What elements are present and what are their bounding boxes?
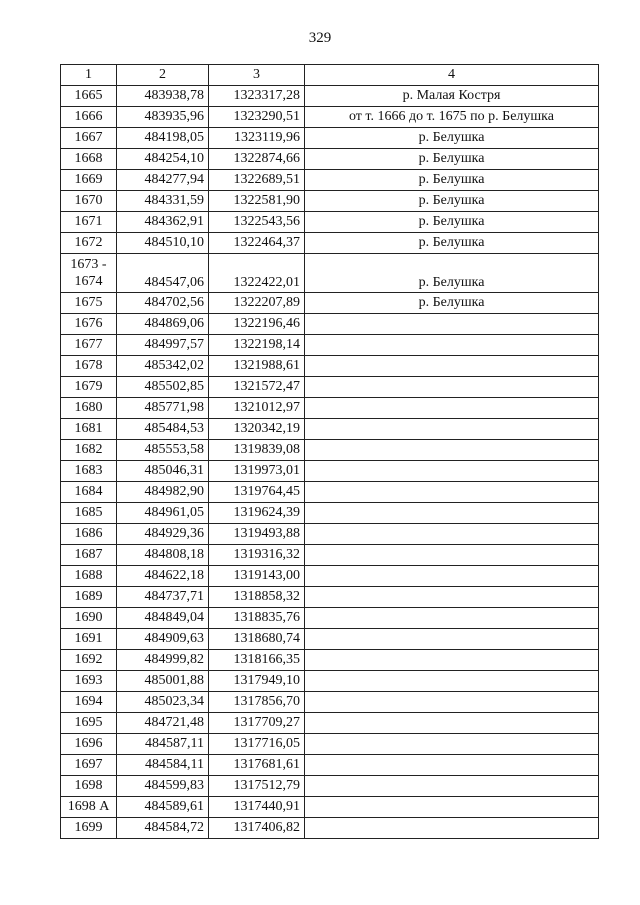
x-coordinate-cell: 484198,05: [117, 128, 209, 149]
x-coordinate-cell: 484584,72: [117, 818, 209, 839]
y-coordinate-cell: 1317440,91: [209, 797, 305, 818]
table-row: [61, 128, 599, 149]
table-row: [61, 797, 599, 818]
point-number-cell: 1689: [61, 587, 117, 608]
x-coordinate-cell: 484331,59: [117, 191, 209, 212]
table-row: [61, 254, 599, 293]
column-header-description: 4: [305, 65, 599, 86]
description-cell: [305, 503, 599, 524]
point-number-cell: 1676: [61, 314, 117, 335]
y-coordinate-cell: 1318835,76: [209, 608, 305, 629]
x-coordinate-cell: 484737,71: [117, 587, 209, 608]
table-row: [61, 314, 599, 335]
x-coordinate-cell: 484362,91: [117, 212, 209, 233]
x-coordinate-cell: 485502,85: [117, 377, 209, 398]
point-number-cell: 1690: [61, 608, 117, 629]
y-coordinate-cell: 1319764,45: [209, 482, 305, 503]
table-row: [61, 86, 599, 107]
x-coordinate-cell: 485553,58: [117, 440, 209, 461]
x-coordinate-cell: 484510,10: [117, 233, 209, 254]
description-cell: [305, 671, 599, 692]
point-number-cell: 1684: [61, 482, 117, 503]
description-cell: [305, 419, 599, 440]
point-number-cell: 1696: [61, 734, 117, 755]
description-cell: р. Белушка: [305, 233, 599, 254]
table-row: [61, 566, 599, 587]
description-cell: [305, 797, 599, 818]
x-coordinate-cell: 484254,10: [117, 149, 209, 170]
y-coordinate-cell: 1319316,32: [209, 545, 305, 566]
point-number-cell: 1667: [61, 128, 117, 149]
point-number-cell: 1669: [61, 170, 117, 191]
description-cell: р. Белушка: [305, 254, 599, 293]
point-number-cell: 1668: [61, 149, 117, 170]
description-cell: [305, 713, 599, 734]
table-row: [61, 734, 599, 755]
table-row: [61, 545, 599, 566]
description-cell: [305, 524, 599, 545]
description-cell: [305, 566, 599, 587]
point-number-cell: 1692: [61, 650, 117, 671]
y-coordinate-cell: 1321572,47: [209, 377, 305, 398]
table-row: [61, 170, 599, 191]
y-coordinate-cell: 1319143,00: [209, 566, 305, 587]
description-cell: [305, 377, 599, 398]
point-number-cell: 1671: [61, 212, 117, 233]
x-coordinate-cell: 485046,31: [117, 461, 209, 482]
x-coordinate-cell: 485484,53: [117, 419, 209, 440]
point-number-cell: 1686: [61, 524, 117, 545]
point-number-cell: 1685: [61, 503, 117, 524]
table-row: [61, 671, 599, 692]
description-cell: р. Белушка: [305, 212, 599, 233]
description-cell: [305, 776, 599, 797]
y-coordinate-cell: 1319973,01: [209, 461, 305, 482]
table-row: [61, 650, 599, 671]
point-number-cell: 1693: [61, 671, 117, 692]
description-cell: [305, 545, 599, 566]
point-number-cell: 1678: [61, 356, 117, 377]
description-cell: от т. 1666 до т. 1675 по р. Белушка: [305, 107, 599, 128]
x-coordinate-cell: 484587,11: [117, 734, 209, 755]
table-row: [61, 818, 599, 839]
point-number-cell: 1691: [61, 629, 117, 650]
table-row: [61, 524, 599, 545]
table-row: [61, 293, 599, 314]
table-body: [61, 86, 599, 839]
y-coordinate-cell: 1317681,61: [209, 755, 305, 776]
table-row: [61, 692, 599, 713]
column-header-x: 2: [117, 65, 209, 86]
x-coordinate-cell: 484849,04: [117, 608, 209, 629]
description-cell: р. Белушка: [305, 293, 599, 314]
y-coordinate-cell: 1320342,19: [209, 419, 305, 440]
point-number-cell: 1698 А: [61, 797, 117, 818]
point-number-cell: 1672: [61, 233, 117, 254]
table-row: [61, 755, 599, 776]
y-coordinate-cell: 1317856,70: [209, 692, 305, 713]
y-coordinate-cell: 1322422,01: [209, 254, 305, 293]
point-number-cell: 1675: [61, 293, 117, 314]
x-coordinate-cell: 484808,18: [117, 545, 209, 566]
table-row: [61, 461, 599, 482]
description-cell: [305, 461, 599, 482]
y-coordinate-cell: 1323119,96: [209, 128, 305, 149]
table-row: [61, 482, 599, 503]
point-number-cell: 1666: [61, 107, 117, 128]
point-number-cell: 1665: [61, 86, 117, 107]
description-cell: [305, 734, 599, 755]
table-header-row: [61, 65, 599, 86]
column-header-point: 1: [61, 65, 117, 86]
x-coordinate-cell: 484599,83: [117, 776, 209, 797]
y-coordinate-cell: 1322198,14: [209, 335, 305, 356]
x-coordinate-cell: 484622,18: [117, 566, 209, 587]
y-coordinate-cell: 1322689,51: [209, 170, 305, 191]
y-coordinate-cell: 1317949,10: [209, 671, 305, 692]
table-row: [61, 191, 599, 212]
x-coordinate-cell: 485771,98: [117, 398, 209, 419]
y-coordinate-cell: 1318166,35: [209, 650, 305, 671]
description-cell: [305, 587, 599, 608]
table-row: [61, 107, 599, 128]
description-cell: р. Белушка: [305, 170, 599, 191]
x-coordinate-cell: 484929,36: [117, 524, 209, 545]
point-number-cell: 1687: [61, 545, 117, 566]
y-coordinate-cell: 1322581,90: [209, 191, 305, 212]
point-number-cell: 1682: [61, 440, 117, 461]
table-row: [61, 356, 599, 377]
y-coordinate-cell: 1318858,32: [209, 587, 305, 608]
table-row: [61, 713, 599, 734]
x-coordinate-cell: 484547,06: [117, 254, 209, 293]
table-row: [61, 377, 599, 398]
y-coordinate-cell: 1317406,82: [209, 818, 305, 839]
y-coordinate-cell: 1317709,27: [209, 713, 305, 734]
point-number-cell: 1699: [61, 818, 117, 839]
column-header-y: 3: [209, 65, 305, 86]
y-coordinate-cell: 1317512,79: [209, 776, 305, 797]
table-row: [61, 419, 599, 440]
x-coordinate-cell: 484721,48: [117, 713, 209, 734]
x-coordinate-cell: 485023,34: [117, 692, 209, 713]
table-row: [61, 629, 599, 650]
x-coordinate-cell: 484589,61: [117, 797, 209, 818]
description-cell: [305, 755, 599, 776]
description-cell: [305, 608, 599, 629]
description-cell: [305, 629, 599, 650]
point-number-cell: 1680: [61, 398, 117, 419]
description-cell: [305, 482, 599, 503]
x-coordinate-cell: 484277,94: [117, 170, 209, 191]
table-row: [61, 776, 599, 797]
point-number-cell: 1673 - 1674: [61, 254, 117, 293]
x-coordinate-cell: 484584,11: [117, 755, 209, 776]
table-row: [61, 503, 599, 524]
y-coordinate-cell: 1323290,51: [209, 107, 305, 128]
y-coordinate-cell: 1319493,88: [209, 524, 305, 545]
y-coordinate-cell: 1319839,08: [209, 440, 305, 461]
description-cell: [305, 314, 599, 335]
y-coordinate-cell: 1321988,61: [209, 356, 305, 377]
point-number-cell: 1698: [61, 776, 117, 797]
x-coordinate-cell: 483938,78: [117, 86, 209, 107]
description-cell: [305, 335, 599, 356]
point-number-cell: 1679: [61, 377, 117, 398]
y-coordinate-cell: 1321012,97: [209, 398, 305, 419]
point-number-cell: 1681: [61, 419, 117, 440]
table-row: [61, 149, 599, 170]
page-number: 329: [308, 30, 332, 46]
point-number-cell: 1694: [61, 692, 117, 713]
table-row: [61, 440, 599, 461]
description-cell: [305, 818, 599, 839]
x-coordinate-cell: 484869,06: [117, 314, 209, 335]
coordinates-table: [60, 64, 599, 839]
description-cell: [305, 440, 599, 461]
description-cell: р. Малая Костря: [305, 86, 599, 107]
point-number-cell: 1688: [61, 566, 117, 587]
description-cell: [305, 398, 599, 419]
y-coordinate-cell: 1322196,46: [209, 314, 305, 335]
y-coordinate-cell: 1322464,37: [209, 233, 305, 254]
y-coordinate-cell: 1322207,89: [209, 293, 305, 314]
description-cell: р. Белушка: [305, 191, 599, 212]
point-number-cell: 1670: [61, 191, 117, 212]
x-coordinate-cell: 484997,57: [117, 335, 209, 356]
description-cell: [305, 356, 599, 377]
table-row: [61, 608, 599, 629]
point-number-cell: 1677: [61, 335, 117, 356]
table-row: [61, 335, 599, 356]
y-coordinate-cell: 1322543,56: [209, 212, 305, 233]
y-coordinate-cell: 1317716,05: [209, 734, 305, 755]
description-cell: р. Белушка: [305, 149, 599, 170]
y-coordinate-cell: 1318680,74: [209, 629, 305, 650]
y-coordinate-cell: 1322874,66: [209, 149, 305, 170]
x-coordinate-cell: 484702,56: [117, 293, 209, 314]
y-coordinate-cell: 1323317,28: [209, 86, 305, 107]
y-coordinate-cell: 1319624,39: [209, 503, 305, 524]
table-row: [61, 212, 599, 233]
x-coordinate-cell: 484909,63: [117, 629, 209, 650]
x-coordinate-cell: 483935,96: [117, 107, 209, 128]
table-row: [61, 587, 599, 608]
x-coordinate-cell: 485342,02: [117, 356, 209, 377]
point-number-cell: 1697: [61, 755, 117, 776]
point-number-cell: 1683: [61, 461, 117, 482]
point-number-cell: 1695: [61, 713, 117, 734]
x-coordinate-cell: 484982,90: [117, 482, 209, 503]
table-row: [61, 398, 599, 419]
x-coordinate-cell: 484999,82: [117, 650, 209, 671]
x-coordinate-cell: 484961,05: [117, 503, 209, 524]
x-coordinate-cell: 485001,88: [117, 671, 209, 692]
table-row: [61, 233, 599, 254]
description-cell: р. Белушка: [305, 128, 599, 149]
description-cell: [305, 650, 599, 671]
description-cell: [305, 692, 599, 713]
